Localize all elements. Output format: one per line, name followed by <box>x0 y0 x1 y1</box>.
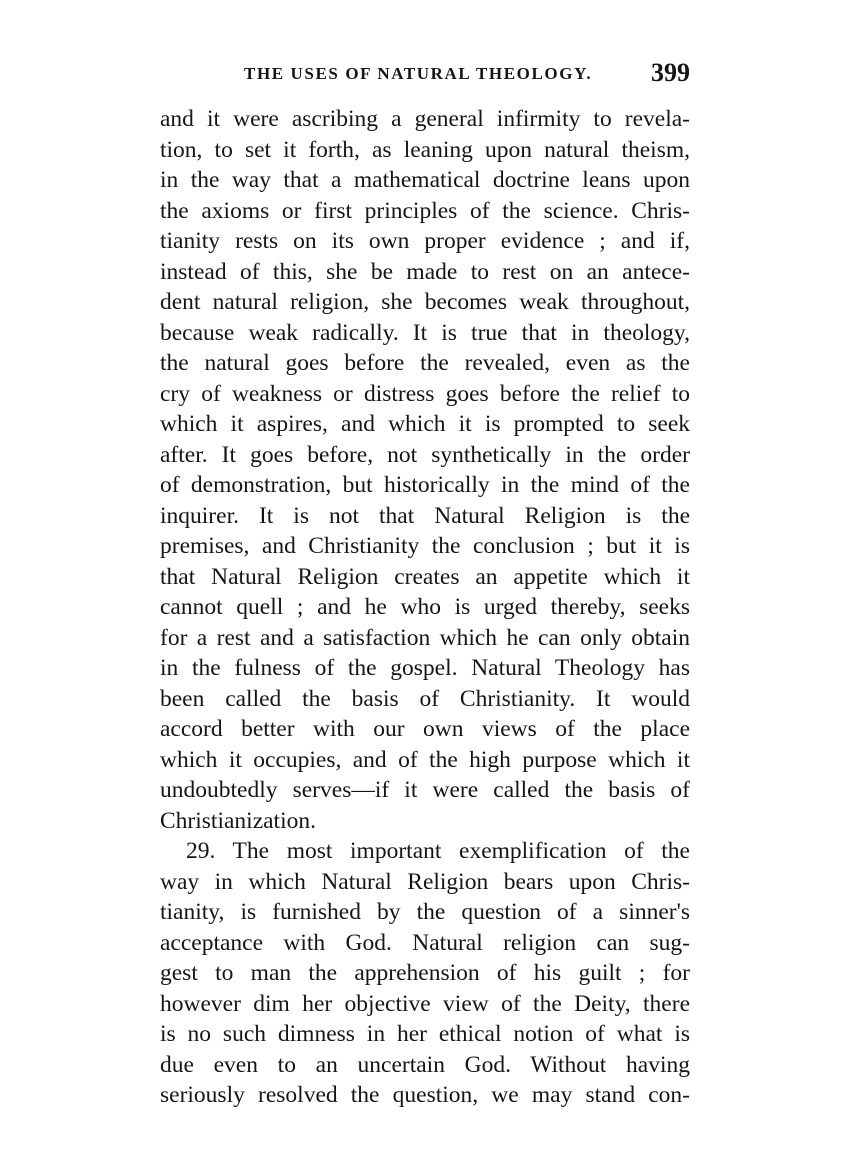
text-line: of demonstration, but historically in the mind of the <box>160 472 690 498</box>
text-line: seriously resolved the question, we may stand con- <box>160 1082 690 1108</box>
text-line: cry of weakness or distress goes before the relief to <box>160 380 690 407</box>
text-line: gest to man the apprehension of his guilt ; for <box>160 960 690 986</box>
running-title: THE USES OF NATURAL THEOLOGY. <box>244 64 593 83</box>
page-number: 399 <box>651 58 690 87</box>
text-line: been called the basis of Christianity. It would <box>160 685 690 712</box>
text-line: in the way that a mathematical doctrine leans upon <box>160 167 690 193</box>
section-29-first-line: 29. The most important exemplification of the <box>186 838 690 864</box>
body-text <box>160 104 690 1111</box>
text-line: the axioms or first principles of the science. Chris- <box>160 197 690 224</box>
text-line: in the fulness of the gospel. Natural Theology has <box>160 655 690 681</box>
text-line: way in which Natural Religion bears upon Chris- <box>160 868 690 895</box>
text-line: however dim her objective view of the Deity, there <box>160 990 690 1017</box>
text-line: which it occupies, and of the high purpose which it <box>160 746 690 773</box>
text-line: after. It goes before, not synthetically in the order <box>160 441 690 468</box>
text-line: because weak radically. It is true that in theology, <box>160 319 690 346</box>
running-head <box>160 58 690 92</box>
text-line: inquirer. It is not that Natural Religion is the <box>160 502 690 529</box>
text-line: is no such dimness in her ethical notion of what is <box>160 1021 690 1047</box>
text-line: the natural goes before the revealed, even as the <box>160 350 690 376</box>
text-line: cannot quell ; and he who is urged thereby, seeks <box>160 594 690 620</box>
text-line: accord better with our own views of the place <box>160 716 690 742</box>
text-line: undoubtedly serves—if it were called the basis of <box>160 777 690 803</box>
text-line: for a rest and a satisfaction which he can only obtain <box>160 624 690 651</box>
text-line: acceptance with God. Natural religion can sug- <box>160 929 690 956</box>
text-line: dent natural religion, she becomes weak throughout, <box>160 289 690 315</box>
text-line: tianity, is furnished by the question of a sinner's <box>160 899 690 925</box>
text-line: that Natural Religion creates an appetite which it <box>160 563 690 590</box>
text-line: instead of this, she be made to rest on an antece- <box>160 258 690 285</box>
text-line: due even to an uncertain God. Without having <box>160 1051 690 1078</box>
text-line: tion, to set it forth, as leaning upon natural theism, <box>160 136 690 163</box>
text-line: which it aspires, and which it is prompted to seek <box>160 411 690 437</box>
text-line: and it were ascribing a general infirmity to revela- <box>160 106 690 132</box>
text-line: tianity rests on its own proper evidence ; and if, <box>160 228 690 254</box>
text-line: premises, and Christianity the conclusion ; but it is <box>160 533 690 559</box>
paragraph-end-line: Christianization. <box>160 807 316 834</box>
